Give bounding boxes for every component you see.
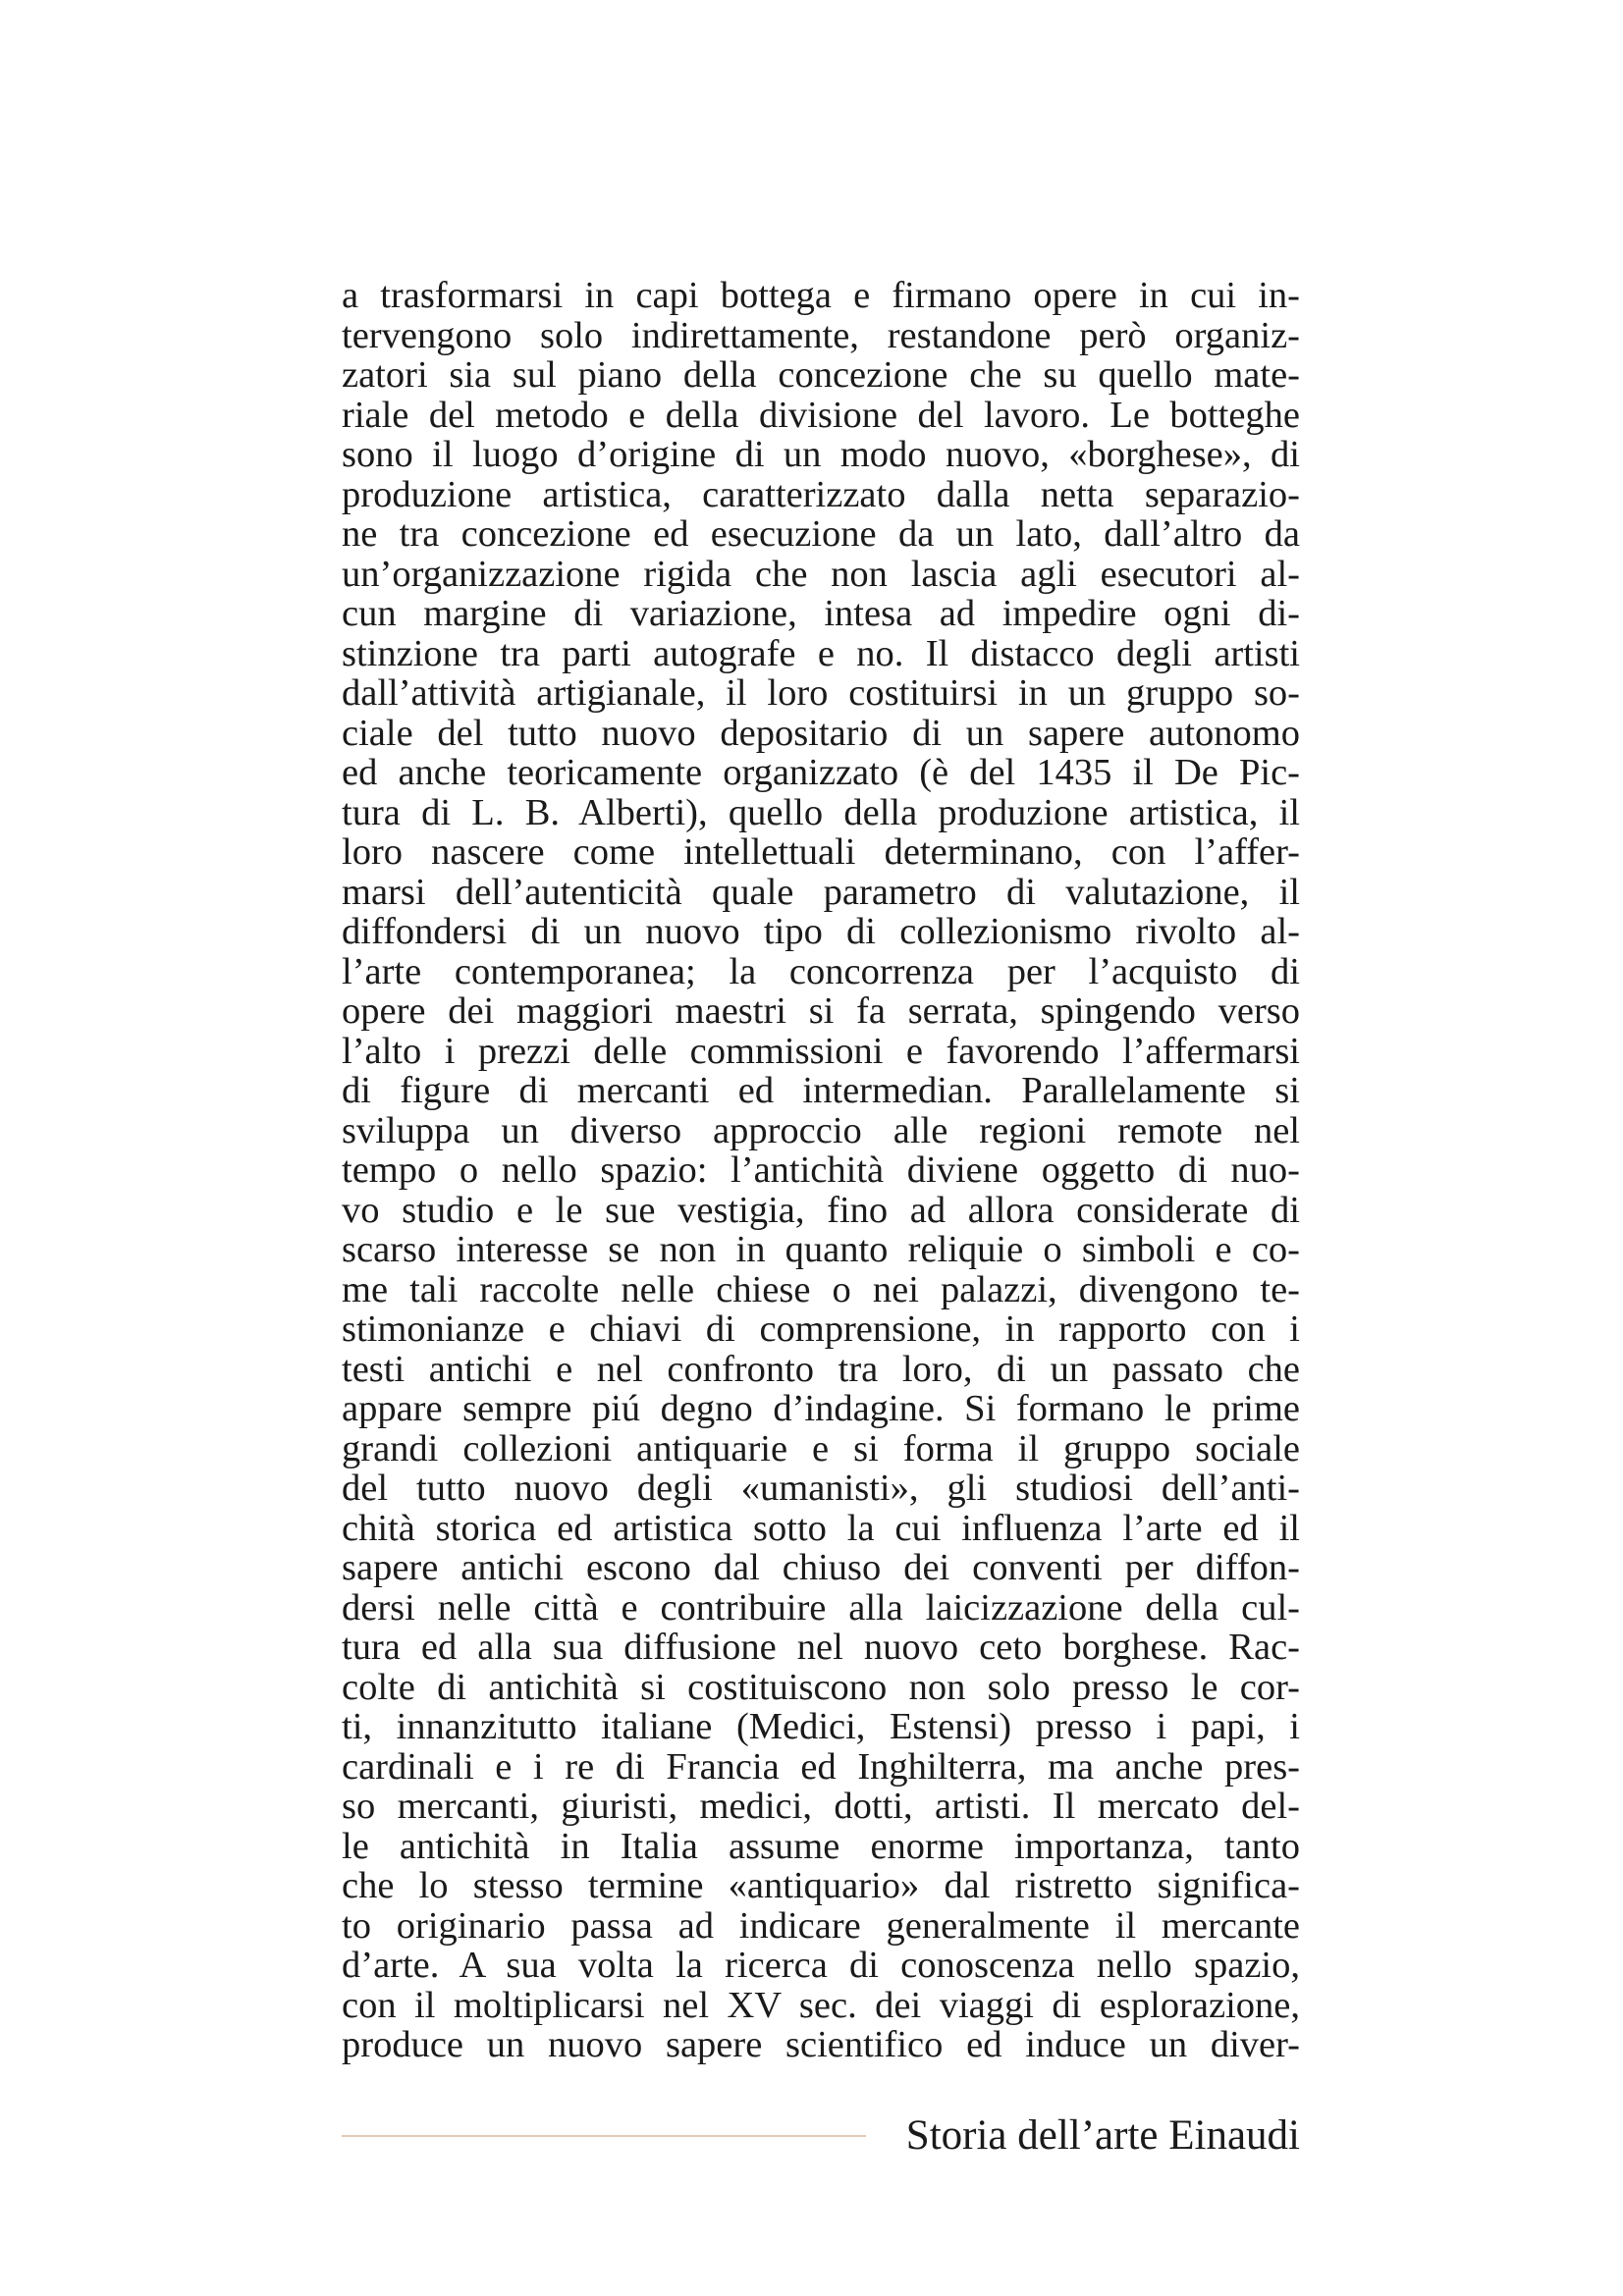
footer-rule [342,2135,866,2137]
text-line: le antichità in Italia assume enorme importanza, tanto [342,1825,1300,1867]
text-line: ne tra concezione ed esecuzione da un lato, dall’altro da [342,513,1300,555]
text-line: a trasformarsi in capi bottega e firmano opere in cui in- [342,275,1300,316]
text-line: d’arte. A sua volta la ricerca di conoscenza nello spazio, [342,1945,1300,1986]
page-footer [342,2109,1300,2167]
text-line: so mercanti, giuristi, medici, dotti, artisti. Il mercato del- [342,1786,1300,1827]
text-line: me tali raccolte nelle chiese o nei palazzi, divengono te- [342,1268,1300,1310]
text-line: opere dei maggiori maestri si fa serrata, spingendo verso [342,990,1300,1032]
text-line: chità storica ed artistica sotto la cui influenza l’arte ed il [342,1507,1300,1549]
text-line: un’organizzazione rigida che non lascia agli esecutori al- [342,553,1300,595]
text-line: to originario passa ad indicare generalmente il mercante [342,1904,1300,1947]
text-line: con il moltiplicarsi nel XV sec. dei viaggi di esplorazione, [342,1984,1300,2026]
text-line: dall’attività artigianale, il loro costituirsi in un gruppo so- [342,672,1300,714]
text-line: riale del metodo e della divisione del lavoro. Le botteghe [342,394,1300,436]
text-line: appare sempre piú degno d’indagine. Si formano le prime [342,1388,1300,1429]
text-line: del tutto nuovo degli «umanisti», gli studiosi dell’anti- [342,1468,1300,1509]
text-line: stimonianze e chiavi di comprensione, in rapporto con i [342,1308,1300,1350]
text-line: sapere antichi escono dal chiuso dei conventi per diffon- [342,1547,1300,1588]
text-line: di figure di mercanti ed intermedian. Parallelamente si [342,1070,1300,1111]
text-line: loro nascere come intellettuali determinano, con l’affer- [342,831,1300,873]
text-line: produce un nuovo sapere scientifico ed induce un diver- [342,2024,1300,2065]
text-line: l’alto i prezzi delle commissioni e favorendo l’affermarsi [342,1030,1300,1072]
footer-title: Storia dell’arte Einaudi [905,2112,1300,2159]
text-line: vo studio e le sue vestigia, fino ad allora considerate di [342,1189,1300,1231]
text-line: dersi nelle città e contribuire alla laicizzazione della cul- [342,1586,1300,1629]
text-line: scarso interesse se non in quanto reliquie o simboli e co- [342,1229,1300,1270]
text-line: zatori sia sul piano della concezione che su quello mate- [342,354,1300,396]
text-line: tervengono solo indirettamente, restandone però organiz- [342,314,1300,356]
text-line: diffondersi di un nuovo tipo di collezionismo rivolto al- [342,911,1300,952]
text-line: ti, innanzitutto italiane (Medici, Estensi) presso i papi, i [342,1706,1300,1747]
text-line: ciale del tutto nuovo depositario di un sapere autonomo [342,712,1300,754]
text-line: tempo o nello spazio: l’antichità diviene oggetto di nuo- [342,1149,1300,1191]
text-line: tura di L. B. Alberti), quello della produzione artistica, il [342,791,1300,833]
text-line: grandi collezioni antiquarie e si forma il gruppo sociale [342,1427,1300,1469]
text-line: che lo stesso termine «antiquario» dal ristretto significa- [342,1865,1300,1906]
text-line: stinzione tra parti autografe e no. Il distacco degli artisti [342,632,1300,674]
text-line: marsi dell’autenticità quale parametro di valutazione, il [342,871,1300,913]
text-line: sono il luogo d’origine di un modo nuovo, «borghese», di [342,434,1300,475]
body-text [342,276,1300,2065]
text-line: l’arte contemporanea; la concorrenza per l’acquisto di [342,950,1300,992]
text-line: tura ed alla sua diffusione nel nuovo ceto borghese. Rac- [342,1627,1300,1668]
text-line: cardinali e i re di Francia ed Inghilterra, ma anche pres- [342,1745,1300,1788]
text-line: produzione artistica, caratterizzato dalla netta separazio- [342,473,1300,515]
text-line: testi antichi e nel confronto tra loro, di un passato che [342,1348,1300,1390]
text-line: ed anche teoricamente organizzato (è del 1435 il De Pic- [342,752,1300,793]
text-line: colte di antichità si costituiscono non solo presso le cor- [342,1666,1300,1708]
text-line: sviluppa un diverso approccio alle regioni remote nel [342,1109,1300,1151]
text-line: cun margine di variazione, intesa ad impedire ogni di- [342,593,1300,634]
